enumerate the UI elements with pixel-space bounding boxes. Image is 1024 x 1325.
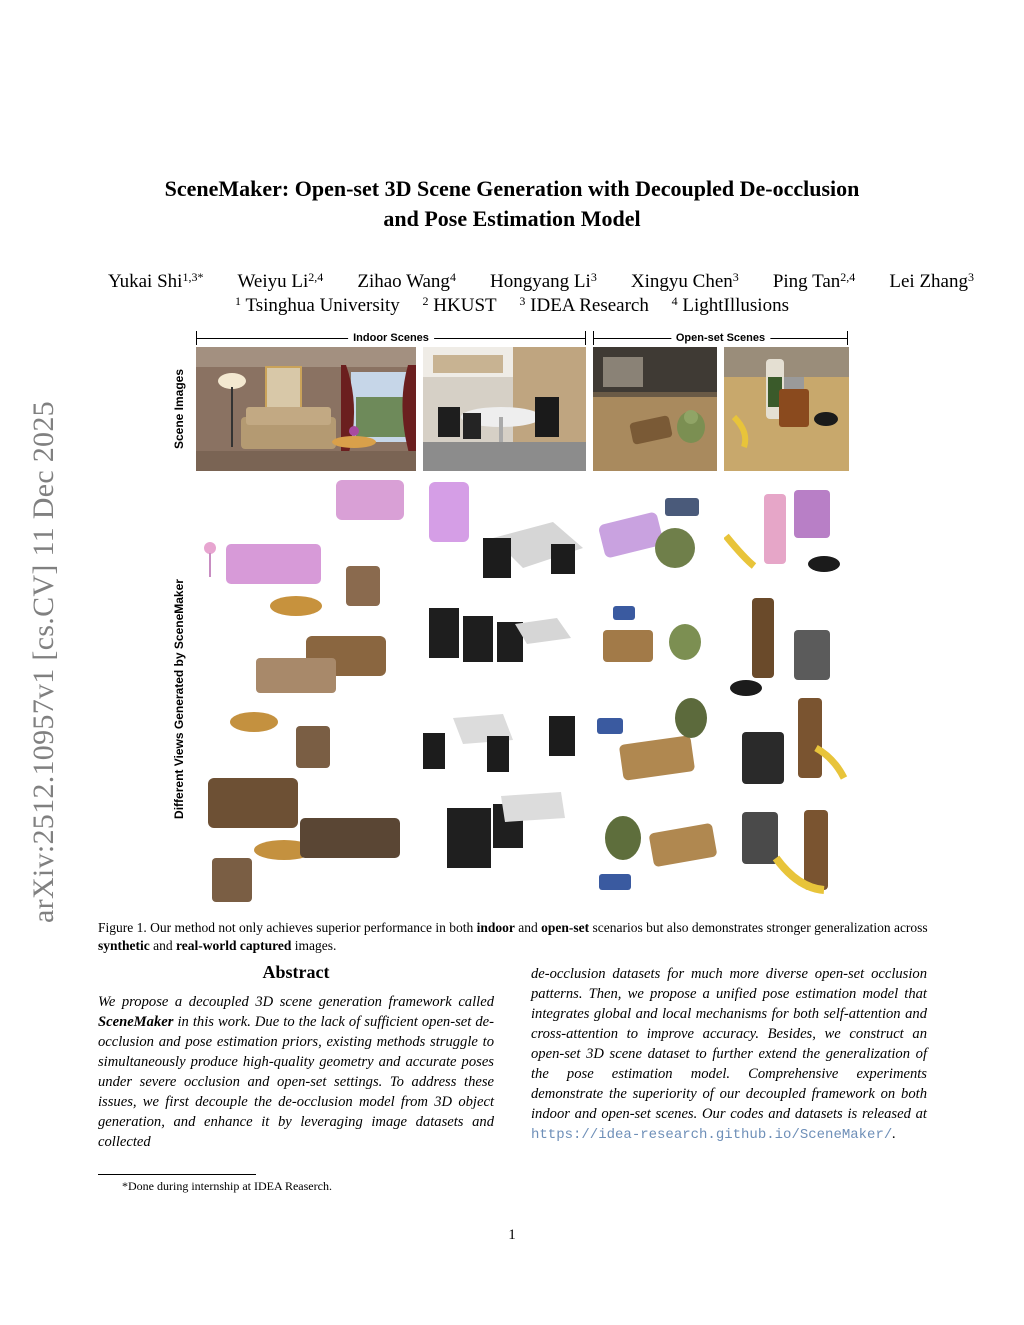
- abstract-right-column: de-occlusion datasets for much more diverse open-set occlusion patterns. Then, we propose a unified pose estimation model that integrates global and local mechanisms for both self-attention and cross-attention to improve accuracy. Besides, we construct an open-set 3D scene dataset to further extend the generalization of the pose estimation model. Comprehensive experiments demonstrate the superiority of our decoupled framework on both indoor and open-set scenes. Our codes and datasets is released at https://idea-research.github.io/SceneMaker/.: [531, 966, 927, 1143]
- generated-views-toys: [593, 478, 717, 910]
- figure-caption: Figure 1. Our method not only achieves superior performance in both indoor and open-set scenarios but also demonstrates stronger generalization across synthetic and real-world captured images.: [98, 920, 928, 953]
- row-label-generated-views: Different Views Generated by SceneMaker: [172, 579, 186, 819]
- author-list: [108, 270, 974, 293]
- openset-scenes-header: Open-set Scenes: [593, 331, 848, 345]
- generated-views-office: [423, 478, 586, 910]
- generated-views-living-room: [196, 478, 416, 910]
- abstract-left-column: We propose a decoupled 3D scene generation framework called SceneMaker in this work. Due to the lack of sufficient open-set de-occlusion and pose estimation priors, existing methods struggle to simultaneously produce high-quality geometry and accurate poses under severe occlusion and open-set settings. To address these issues, we first decouple the de-occlusion model from 3D object generation, and enhance it by leveraging image datasets and collected: [98, 994, 494, 1150]
- scene-image-desk: [724, 347, 849, 471]
- author: Hongyang Li$^3$: [490, 270, 597, 292]
- affiliation: $^3$ IDEA Research: [519, 294, 649, 316]
- affiliation: $^1$ Tsinghua University: [235, 294, 400, 316]
- footnote: *Done during internship at IDEA Reaserch.: [122, 1179, 332, 1193]
- scene-image-living-room: [196, 347, 416, 471]
- title-line-1: SceneMaker: Open-set 3D Scene Generation with Decoupled De-occlusion: [164, 176, 860, 201]
- author: Ping Tan$^{2,4}$: [772, 270, 856, 292]
- author: Xingyu Chen$^3$: [630, 270, 739, 292]
- affiliation-list: [100, 294, 924, 317]
- project-link[interactable]: https://idea-research.github.io/SceneMaker/: [531, 1127, 893, 1143]
- author: Weiyu Li$^{2,4}$: [237, 270, 324, 292]
- abstract-heading: Abstract: [262, 962, 330, 982]
- affiliation: $^4$ LightIllusions: [671, 294, 789, 316]
- footnote-rule: [98, 1174, 256, 1175]
- indoor-scenes-header: Indoor Scenes: [196, 331, 586, 345]
- affiliation: $^2$ HKUST: [422, 294, 497, 316]
- row-label-scene-images: Scene Images: [172, 368, 186, 450]
- scene-image-toys: [593, 347, 717, 471]
- author: Yukai Shi$^{1,3*}$: [108, 270, 204, 292]
- generated-views-desk: [724, 478, 849, 910]
- page-number: 1: [508, 1227, 516, 1243]
- arxiv-stamp: arXiv:2512.10957v1 [cs.CV] 11 Dec 2025: [27, 401, 60, 923]
- title-line-2: and Pose Estimation Model: [383, 206, 641, 231]
- paper-title: [100, 174, 924, 234]
- author: Lei Zhang$^3$: [889, 270, 974, 292]
- scene-image-office: [423, 347, 586, 471]
- author: Zihao Wang$^4$: [357, 270, 456, 292]
